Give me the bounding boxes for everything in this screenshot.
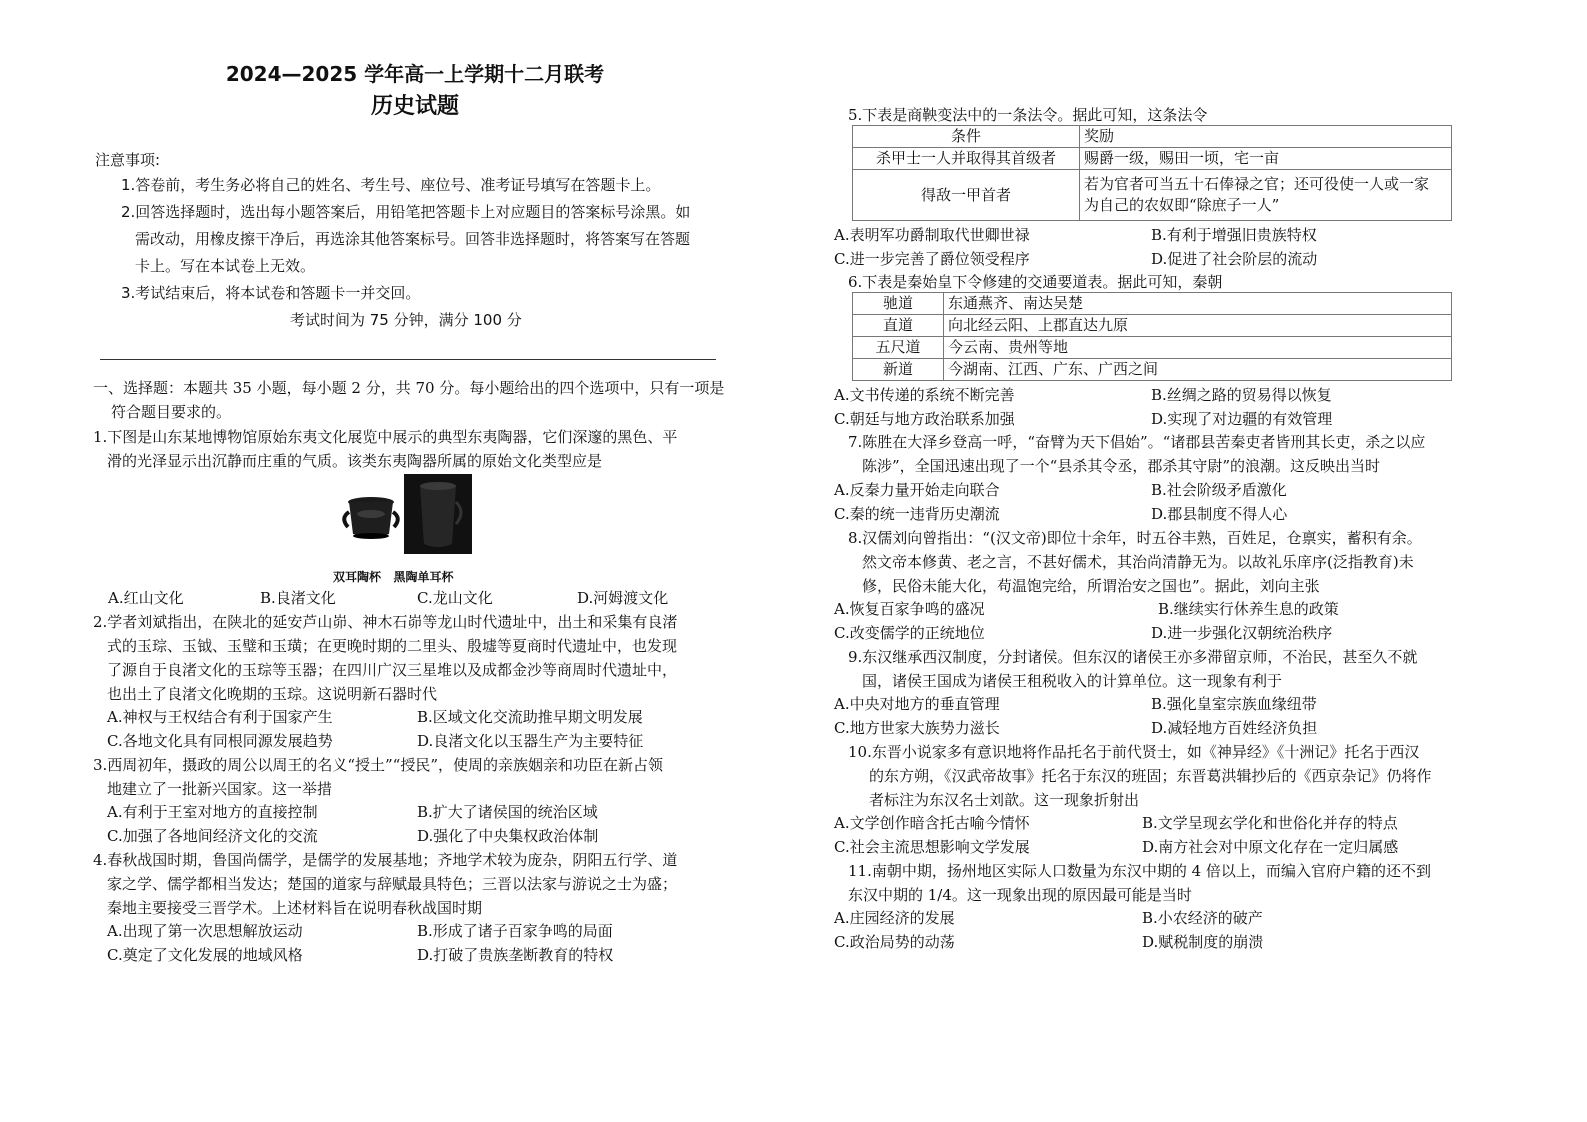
q7-option-d: D.郡县制度不得人心 — [1151, 505, 1288, 523]
notice-item-3: 3.考试结束后，将本试卷和答题卡一并交回。 — [121, 284, 421, 302]
q9-stem-line-2: 国，诸侯王国成为诸侯王租税收入的计算单位。这一现象有利于 — [862, 672, 1283, 690]
q5-table-row — [853, 170, 1452, 221]
q1-stem-line-2: 滑的光泽显示出沉静而庄重的气质。该类东夷陶器所属的原始文化类型应是 — [107, 452, 603, 470]
q6-road-name: 驰道 — [853, 293, 944, 315]
q5-table-row — [853, 148, 1452, 170]
q10-stem-line-3: 者标注为东汉名士刘歆。这一现象折射出 — [869, 791, 1140, 809]
q3-stem-line-1: 3.西周初年，摄政的周公以周王的名义“授土”“授民”，使周的亲族姻亲和功臣在新占领 — [93, 756, 663, 774]
q1-stem-line-1: 1.下图是山东某地博物馆原始东夷文化展览中展示的典型东夷陶器，它们深邃的黑色、平 — [93, 428, 678, 446]
q7-option-a: A.反秦力量开始走向联合 — [834, 481, 1000, 499]
q1-option-b: B.良渚文化 — [260, 589, 336, 607]
q2-stem-line-2: 式的玉琮、玉钺、玉璧和玉璜；在更晚时期的二里头、殷墟等夏商时代遗址中，也发现 — [107, 637, 678, 655]
q5-row2-reward — [1080, 170, 1452, 221]
q4-stem-line-3: 秦地主要接受三晋学术。上述材料旨在说明春秋战国时期 — [107, 899, 483, 917]
q3-option-b: B.扩大了诸侯国的统治区域 — [417, 803, 598, 821]
notice-item-2-line-2: 需改动，用橡皮擦干净后，再选涂其他答案标号。回答非选择题时，将答案写在答题 — [135, 230, 691, 248]
q7-option-b: B.社会阶级矛盾激化 — [1151, 481, 1287, 499]
q6-table — [852, 292, 1452, 381]
q11-stem-line-1: 11.南朝中期，扬州地区实际人口数量为东汉中期的 4 倍以上，而编入官府户籍的还不到 — [848, 862, 1431, 880]
q10-option-b: B.文学呈现玄学化和世俗化并存的特点 — [1142, 814, 1398, 832]
q1-option-d: D.河姆渡文化 — [577, 589, 669, 607]
q8-option-b: B.继续实行休养生息的政策 — [1158, 600, 1339, 618]
q6-road-name: 新道 — [853, 359, 944, 381]
q6-table-row — [853, 359, 1452, 381]
q5-row2-reward-line-2: 为自己的农奴即“除庶子一人” — [1084, 196, 1280, 214]
q5-row1-condition: 杀甲士一人并取得其首级者 — [853, 148, 1080, 170]
q1-image-caption: 双耳陶杯 黑陶单耳杯 — [333, 570, 454, 584]
q5-header-condition: 条件 — [853, 126, 1080, 148]
q2-option-b: B.区域文化交流助推早期文明发展 — [417, 708, 643, 726]
exam-subtitle: 历史试题 — [370, 94, 459, 119]
q8-stem-line-3: 修，民俗未能大化，苟温饱完给，所谓治安之国也”。据此，刘向主张 — [862, 577, 1320, 595]
divider-line — [100, 359, 716, 360]
q11-stem-line-2: 东汉中期的 1/4。这一现象出现的原因最可能是当时 — [848, 886, 1192, 904]
q5-header-reward: 奖励 — [1080, 126, 1452, 148]
exam-time: 考试时间为 75 分钟，满分 100 分 — [290, 311, 522, 329]
q11-option-c: C.政治局势的动荡 — [834, 933, 955, 951]
exam-title: 2024—2025 学年高一上学期十二月联考 — [225, 62, 605, 86]
q11-option-a: A.庄园经济的发展 — [834, 909, 955, 927]
q9-option-b: B.强化皇室宗族血缘纽带 — [1151, 695, 1317, 713]
q5-row2-condition: 得敌一甲首者 — [853, 170, 1080, 221]
q9-option-a: A.中央对地方的垂直管理 — [834, 695, 1000, 713]
q10-option-a: A.文学创作暗含托古喻今情怀 — [834, 814, 1030, 832]
q2-stem-line-1: 2.学者刘斌指出，在陕北的延安芦山峁、神木石峁等龙山时代遗址中，出土和采集有良渚 — [93, 613, 678, 631]
q1-option-c: C.龙山文化 — [417, 589, 493, 607]
notice-item-2-line-3: 卡上。写在本试卷上无效。 — [135, 257, 316, 275]
q6-table-row — [853, 315, 1452, 337]
q6-table-row — [853, 293, 1452, 315]
q7-stem-line-1: 7.陈胜在大泽乡登高一呼，“奋臂为天下倡始”。“诸郡县苦秦吏者皆刑其长吏，杀之以应 — [848, 433, 1426, 451]
q4-stem-line-1: 4.春秋战国时期，鲁国尚儒学，是儒学的发展基地；齐地学术较为庞杂，阴阳五行学、道 — [93, 851, 678, 869]
q11-option-b: B.小农经济的破产 — [1142, 909, 1263, 927]
q8-option-a: A.恢复百家争鸣的盛况 — [834, 600, 985, 618]
q8-stem-line-1: 8.汉儒刘向曾指出：“(汉文帝)即位十余年，时五谷丰熟，百姓足，仓禀实，蓄积有余。 — [848, 529, 1422, 547]
q2-option-c: C.各地文化具有同根同源发展趋势 — [107, 732, 333, 750]
q4-option-d: D.打破了贵族垄断教育的特权 — [417, 946, 614, 964]
q10-option-c: C.社会主流思想影响文学发展 — [834, 838, 1030, 856]
q6-road-desc: 东通燕齐、南达吴楚 — [944, 293, 1452, 315]
q6-option-a: A.文书传递的系统不断完善 — [834, 386, 1015, 404]
q5-table — [852, 125, 1452, 221]
q5-option-d: D.促进了社会阶层的流动 — [1151, 250, 1318, 268]
q8-option-d: D.进一步强化汉朝统治秩序 — [1151, 624, 1333, 642]
q4-option-c: C.奠定了文化发展的地域风格 — [107, 946, 303, 964]
q3-option-a: A.有利于王室对地方的直接控制 — [107, 803, 318, 821]
q1-pottery-photo — [342, 474, 472, 562]
q4-stem-line-2: 家之学、儒学都相当发达；楚国的道家与辞赋最具特色；三晋以法家与游说之士为盛； — [107, 875, 678, 893]
notice-item-2-line-1: 2.回答选择题时，选出每小题答案后，用铅笔把答题卡上对应题目的答案标号涂黑。如 — [121, 203, 691, 221]
q2-stem-line-3: 了源自于良渚文化的玉琮等玉器；在四川广汉三星堆以及成都金沙等商周时代遗址中， — [107, 661, 678, 679]
q1-option-a: A.红山文化 — [108, 589, 184, 607]
q6-road-desc: 今云南、贵州等地 — [944, 337, 1452, 359]
q10-option-d: D.南方社会对中原文化存在一定归属感 — [1142, 838, 1399, 856]
q4-option-a: A.出现了第一次思想解放运动 — [107, 922, 303, 940]
q5-row2-reward-line-1: 若为官者可当五十石俸禄之官；还可役使一人或一家 — [1084, 175, 1430, 193]
q5-option-a: A.表明军功爵制取代世卿世禄 — [834, 226, 1030, 244]
notice-heading: 注意事项: — [95, 151, 161, 169]
q3-option-d: D.强化了中央集权政治体制 — [417, 827, 599, 845]
q6-option-c: C.朝廷与地方政治联系加强 — [834, 410, 1015, 428]
q7-option-c: C.秦的统一违背历史潮流 — [834, 505, 1000, 523]
q2-option-d: D.良渚文化以玉器生产为主要特征 — [417, 732, 644, 750]
section-instruction-line-1: 一、选择题：本题共 35 小题，每小题 2 分，共 70 分。每小题给出的四个选项中，只有一项是 — [93, 379, 725, 397]
q10-stem-line-1: 10.东晋小说家多有意识地将作品托名于前代贤士，如《神异经》《十洲记》托名于西汉 — [848, 743, 1420, 761]
q9-stem-line-1: 9.东汉继承西汉制度，分封诸侯。但东汉的诸侯王亦多滞留京师，不治民，甚至久不就 — [848, 648, 1418, 666]
q5-row1-reward: 赐爵一级，赐田一顷，宅一亩 — [1080, 148, 1452, 170]
q8-stem-line-2: 然文帝本修黄、老之言，不甚好儒术，其治尚清静无为。以故礼乐庠序(泛指教育)未 — [862, 553, 1414, 571]
q5-option-b: B.有利于增强旧贵族特权 — [1151, 226, 1317, 244]
q6-road-desc: 向北经云阳、上郡直达九原 — [944, 315, 1452, 337]
notice-item-1: 1.答卷前，考生务必将自己的姓名、考生号、座位号、准考证号填写在答题卡上。 — [121, 176, 661, 194]
section-instruction-line-2: 符合题目要求的。 — [111, 403, 232, 421]
q6-stem-line-1: 6.下表是秦始皇下令修建的交通要道表。据此可知，秦朝 — [848, 273, 1223, 291]
q6-road-desc: 今湖南、江西、广东、广西之间 — [944, 359, 1452, 381]
q3-option-c: C.加强了各地间经济文化的交流 — [107, 827, 318, 845]
q5-option-c: C.进一步完善了爵位领受程序 — [834, 250, 1030, 268]
q2-option-a: A.神权与王权结合有利于国家产生 — [107, 708, 333, 726]
q9-option-c: C.地方世家大族势力滋长 — [834, 719, 1000, 737]
q7-stem-line-2: 陈涉”，全国迅速出现了一个“县杀其令丞，郡杀其守尉”的浪潮。这反映出当时 — [862, 457, 1381, 475]
q4-option-b: B.形成了诸子百家争鸣的局面 — [417, 922, 613, 940]
q10-stem-line-2: 的东方朔，《汉武帝故事》托名于东汉的班固；东晋葛洪辑抄后的《西京杂记》仍将作 — [869, 767, 1432, 785]
q5-stem-line-1: 5.下表是商鞅变法中的一条法令。据此可知，这条法令 — [848, 106, 1208, 124]
q6-table-row — [853, 337, 1452, 359]
q3-stem-line-2: 地建立了一批新兴国家。这一举措 — [107, 780, 333, 798]
q2-stem-line-4: 也出土了良渚文化晚期的玉琮。这说明新石器时代 — [107, 685, 438, 703]
q8-option-c: C.改变儒学的正统地位 — [834, 624, 985, 642]
q6-road-name: 五尺道 — [853, 337, 944, 359]
q6-option-b: B.丝绸之路的贸易得以恢复 — [1151, 386, 1332, 404]
q5-table-header-row — [853, 126, 1452, 148]
q9-option-d: D.减轻地方百姓经济负担 — [1151, 719, 1318, 737]
q11-option-d: D.赋税制度的崩溃 — [1142, 933, 1264, 951]
q6-option-d: D.实现了对边疆的有效管理 — [1151, 410, 1333, 428]
q6-road-name: 直道 — [853, 315, 944, 337]
